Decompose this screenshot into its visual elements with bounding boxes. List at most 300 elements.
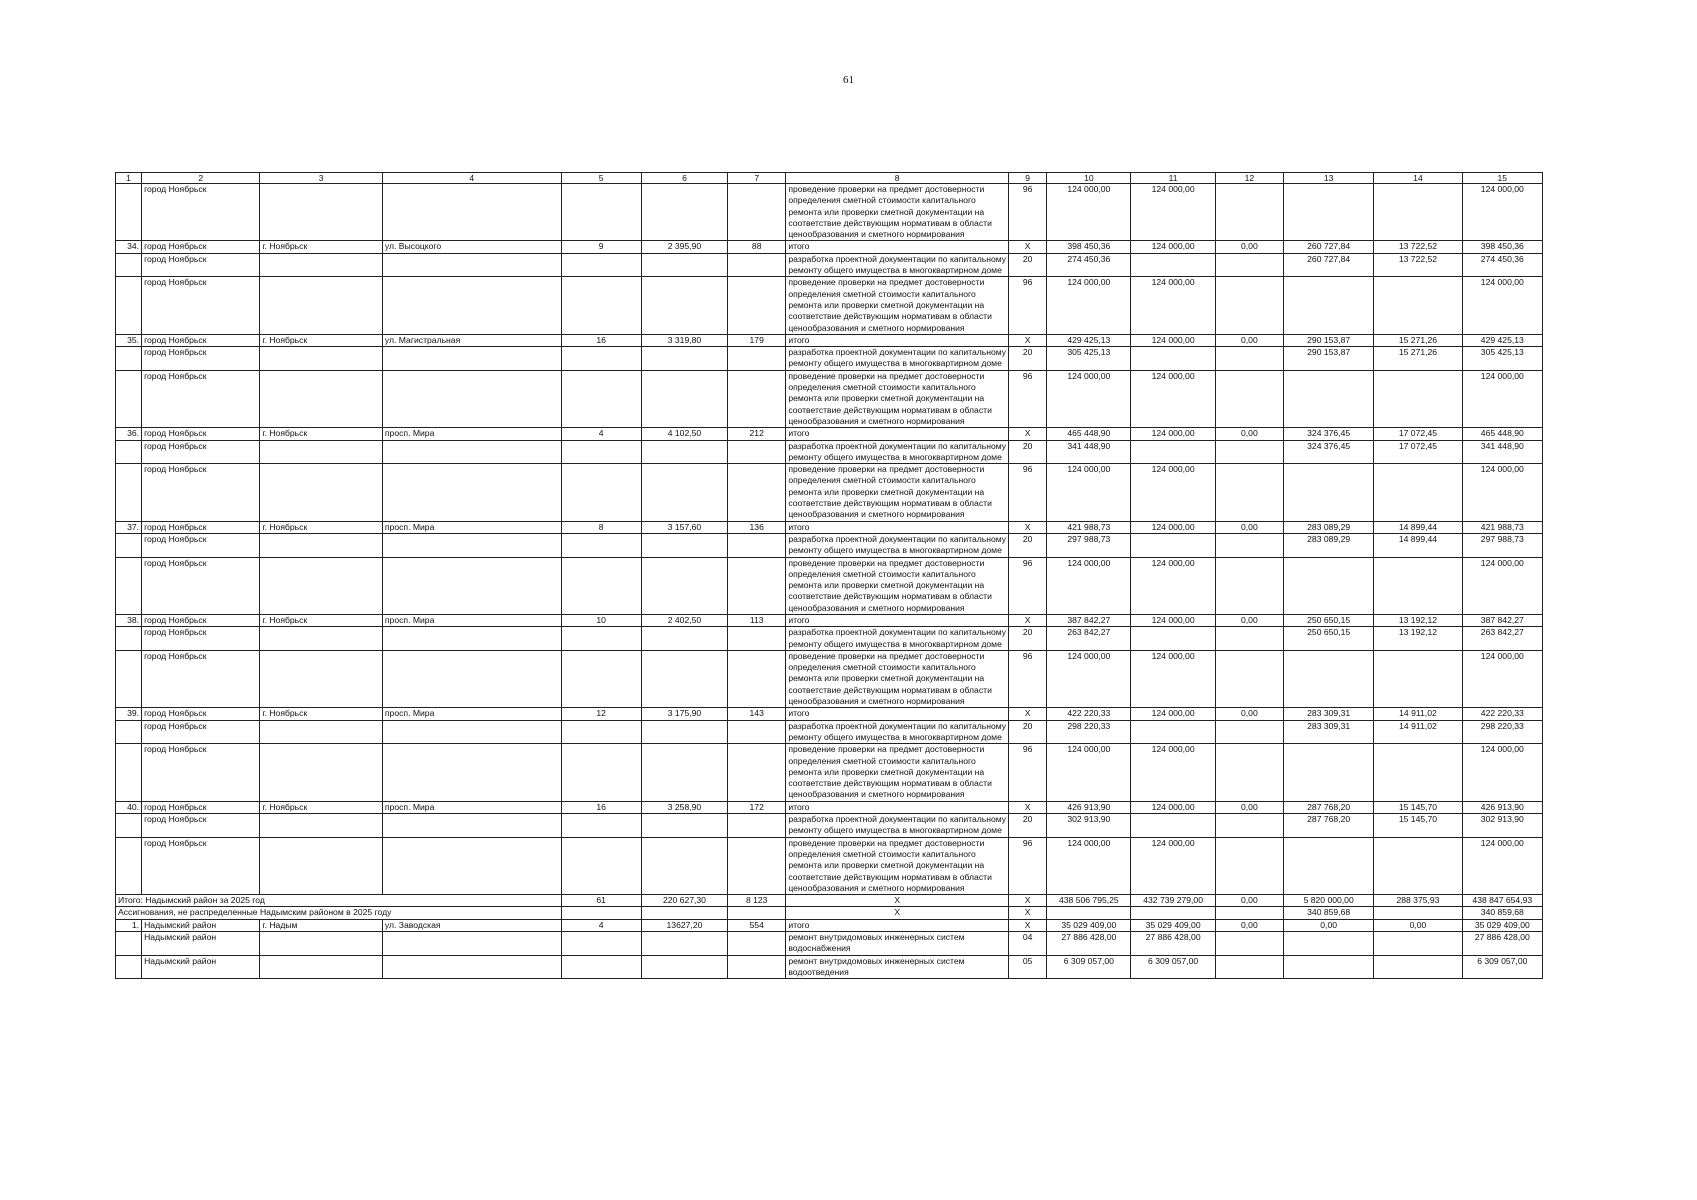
table-cell: 465 448,90 bbox=[1462, 428, 1542, 440]
table-cell bbox=[728, 370, 786, 427]
table-cell: X bbox=[1009, 801, 1047, 813]
table-cell: 124 000,00 bbox=[1047, 557, 1131, 614]
table-cell bbox=[260, 277, 382, 334]
table-cell: X bbox=[1009, 895, 1047, 907]
table-cell bbox=[382, 650, 561, 707]
column-number-cell: 11 bbox=[1131, 173, 1215, 184]
table-cell: 27 886 428,00 bbox=[1047, 932, 1131, 956]
table-cell bbox=[561, 347, 641, 371]
table-cell bbox=[641, 253, 727, 277]
table-cell: 96 bbox=[1009, 184, 1047, 241]
table-cell: просп. Мира bbox=[382, 708, 561, 720]
table-cell bbox=[1215, 440, 1283, 464]
page-number: 61 bbox=[843, 74, 854, 86]
table-cell bbox=[382, 370, 561, 427]
table-cell: 124 000,00 bbox=[1131, 801, 1215, 813]
table-cell bbox=[561, 907, 641, 919]
table-cell: 8 123 bbox=[728, 895, 786, 907]
table-row-subitem bbox=[116, 440, 1543, 464]
table-cell: просп. Мира bbox=[382, 614, 561, 626]
table-cell: 324 376,45 bbox=[1284, 428, 1374, 440]
table-cell: проведение проверки на предмет достоверности определения сметной стоимости капитального ремонта или проверки сметной документации на соответствие действующим нормативам в области ценообразования и сметного нормирования bbox=[786, 650, 1009, 707]
table-cell: город Ноябрьск bbox=[142, 744, 260, 801]
table-cell: город Ноябрьск bbox=[142, 708, 260, 720]
table-cell: 20 bbox=[1009, 533, 1047, 557]
capital-repair-table bbox=[115, 172, 1543, 979]
table-cell bbox=[641, 837, 727, 894]
table-cell bbox=[641, 370, 727, 427]
table-cell: город Ноябрьск bbox=[142, 557, 260, 614]
table-cell bbox=[1284, 557, 1374, 614]
table-cell: город Ноябрьск bbox=[142, 440, 260, 464]
column-number-cell: 10 bbox=[1047, 173, 1131, 184]
table-cell: 16 bbox=[561, 334, 641, 346]
table-cell: 283 309,31 bbox=[1284, 708, 1374, 720]
table-cell: разработка проектной документации по капитальному ремонту общего имущества в многоквартирном доме bbox=[786, 814, 1009, 838]
table-cell: 387 842,27 bbox=[1462, 614, 1542, 626]
table-cell: 305 425,13 bbox=[1462, 347, 1542, 371]
table-cell: 124 000,00 bbox=[1462, 184, 1542, 241]
table-cell bbox=[382, 277, 561, 334]
column-number-cell: 8 bbox=[786, 173, 1009, 184]
table-cell bbox=[1047, 907, 1131, 919]
table-row-subitem bbox=[116, 557, 1543, 614]
table-cell bbox=[728, 440, 786, 464]
table-cell: 15 271,26 bbox=[1374, 334, 1462, 346]
table-cell bbox=[561, 370, 641, 427]
table-cell bbox=[116, 744, 142, 801]
table-cell bbox=[1215, 557, 1283, 614]
table-cell: разработка проектной документации по капитальному ремонту общего имущества в многоквартирном доме bbox=[786, 627, 1009, 651]
table-row-subitem bbox=[116, 955, 1543, 979]
table-row-subitem bbox=[116, 370, 1543, 427]
table-cell: 36. bbox=[116, 428, 142, 440]
table-cell bbox=[728, 720, 786, 744]
table-cell bbox=[260, 837, 382, 894]
table-cell: 124 000,00 bbox=[1131, 241, 1215, 253]
table-cell bbox=[382, 814, 561, 838]
table-cell bbox=[382, 440, 561, 464]
table-cell: 15 271,26 bbox=[1374, 347, 1462, 371]
table-cell: 96 bbox=[1009, 557, 1047, 614]
table-cell bbox=[1284, 650, 1374, 707]
table-row-item bbox=[116, 614, 1543, 626]
table-cell bbox=[260, 650, 382, 707]
table-row-subitem bbox=[116, 253, 1543, 277]
table-row-subitem bbox=[116, 932, 1543, 956]
table-cell: 20 bbox=[1009, 347, 1047, 371]
table-cell: проведение проверки на предмет достоверности определения сметной стоимости капитального ремонта или проверки сметной документации на соответствие действующим нормативам в области ценообразования и сметного нормирования bbox=[786, 464, 1009, 521]
table-cell: 426 913,90 bbox=[1047, 801, 1131, 813]
table-cell bbox=[641, 557, 727, 614]
table-cell: г. Ноябрьск bbox=[260, 334, 382, 346]
table-cell: 438 847 654,93 bbox=[1462, 895, 1542, 907]
table-row-subitem bbox=[116, 277, 1543, 334]
table-cell bbox=[1215, 932, 1283, 956]
table-cell: 143 bbox=[728, 708, 786, 720]
table-cell bbox=[641, 440, 727, 464]
table-cell: город Ноябрьск bbox=[142, 241, 260, 253]
table-cell: город Ноябрьск bbox=[142, 533, 260, 557]
table-cell: 283 089,29 bbox=[1284, 521, 1374, 533]
table-cell: 263 842,27 bbox=[1047, 627, 1131, 651]
table-cell: 6 309 057,00 bbox=[1047, 955, 1131, 979]
table-cell bbox=[641, 347, 727, 371]
table-cell bbox=[561, 744, 641, 801]
table-cell bbox=[116, 627, 142, 651]
table-cell bbox=[728, 253, 786, 277]
table-row-subitem bbox=[116, 814, 1543, 838]
table-cell bbox=[728, 837, 786, 894]
table-cell: X bbox=[786, 907, 1009, 919]
table-cell: 0,00 bbox=[1215, 919, 1283, 931]
table-row-subitem bbox=[116, 184, 1543, 241]
table-cell: 0,00 bbox=[1215, 334, 1283, 346]
table-cell: X bbox=[1009, 907, 1047, 919]
table-cell: разработка проектной документации по капитальному ремонту общего имущества в многоквартирном доме bbox=[786, 440, 1009, 464]
table-row-subitem bbox=[116, 837, 1543, 894]
table-cell: 13 192,12 bbox=[1374, 614, 1462, 626]
table-cell: 302 913,90 bbox=[1047, 814, 1131, 838]
table-cell: Надымский район bbox=[142, 919, 260, 931]
table-cell bbox=[561, 837, 641, 894]
table-cell: 124 000,00 bbox=[1047, 370, 1131, 427]
table-cell bbox=[1215, 907, 1283, 919]
table-cell: 0,00 bbox=[1215, 428, 1283, 440]
table-cell: 398 450,36 bbox=[1462, 241, 1542, 253]
table-cell: 124 000,00 bbox=[1131, 521, 1215, 533]
table-cell bbox=[1215, 253, 1283, 277]
table-cell: 4 bbox=[561, 428, 641, 440]
table-cell: 297 988,73 bbox=[1462, 533, 1542, 557]
table-cell: 0,00 bbox=[1215, 241, 1283, 253]
table-cell: 260 727,84 bbox=[1284, 241, 1374, 253]
table-cell: 124 000,00 bbox=[1462, 650, 1542, 707]
table-cell bbox=[260, 464, 382, 521]
column-number-cell: 9 bbox=[1009, 173, 1047, 184]
table-cell bbox=[260, 932, 382, 956]
table-cell bbox=[1374, 955, 1462, 979]
table-cell: 13 722,52 bbox=[1374, 241, 1462, 253]
table-cell: г. Ноябрьск bbox=[260, 708, 382, 720]
table-cell bbox=[1284, 464, 1374, 521]
table-cell: итого bbox=[786, 334, 1009, 346]
table-cell: 3 175,90 bbox=[641, 708, 727, 720]
table-cell: 0,00 bbox=[1215, 521, 1283, 533]
table-cell: 15 145,70 bbox=[1374, 801, 1462, 813]
table-cell bbox=[1374, 837, 1462, 894]
table-cell: 39. bbox=[116, 708, 142, 720]
table-cell: итого bbox=[786, 614, 1009, 626]
table-cell: г. Ноябрьск bbox=[260, 801, 382, 813]
table-cell: 212 bbox=[728, 428, 786, 440]
table-cell bbox=[561, 464, 641, 521]
table-row-subitem bbox=[116, 650, 1543, 707]
table-cell bbox=[641, 814, 727, 838]
table-cell: 124 000,00 bbox=[1131, 744, 1215, 801]
table-cell: 340 859,68 bbox=[1462, 907, 1542, 919]
table-cell: 340 859,68 bbox=[1284, 907, 1374, 919]
table-cell: город Ноябрьск bbox=[142, 253, 260, 277]
table-cell bbox=[1131, 814, 1215, 838]
table-cell: 13627,20 bbox=[641, 919, 727, 931]
table-cell bbox=[260, 814, 382, 838]
table-cell: 124 000,00 bbox=[1131, 837, 1215, 894]
table-cell: город Ноябрьск bbox=[142, 184, 260, 241]
table-cell: 124 000,00 bbox=[1131, 557, 1215, 614]
table-cell bbox=[1215, 277, 1283, 334]
table-cell bbox=[382, 932, 561, 956]
table-cell bbox=[641, 184, 727, 241]
table-cell bbox=[1284, 370, 1374, 427]
table-cell: 34. bbox=[116, 241, 142, 253]
table-cell: город Ноябрьск bbox=[142, 347, 260, 371]
table-cell bbox=[1215, 720, 1283, 744]
table-cell: 14 911,02 bbox=[1374, 708, 1462, 720]
table-cell: 96 bbox=[1009, 744, 1047, 801]
table-cell: город Ноябрьск bbox=[142, 277, 260, 334]
table-cell: 290 153,87 bbox=[1284, 347, 1374, 371]
table-cell: 96 bbox=[1009, 370, 1047, 427]
table-cell: город Ноябрьск bbox=[142, 801, 260, 813]
table-cell: итого bbox=[786, 241, 1009, 253]
table-cell: 124 000,00 bbox=[1131, 650, 1215, 707]
table-cell bbox=[1131, 253, 1215, 277]
table-row-summary bbox=[116, 907, 1543, 919]
table-cell: 124 000,00 bbox=[1047, 650, 1131, 707]
table-cell bbox=[260, 440, 382, 464]
table-cell: 20 bbox=[1009, 720, 1047, 744]
table-cell bbox=[641, 744, 727, 801]
table-cell: город Ноябрьск bbox=[142, 814, 260, 838]
table-cell: 3 157,60 bbox=[641, 521, 727, 533]
table-cell bbox=[382, 557, 561, 614]
table-cell: г. Ноябрьск bbox=[260, 614, 382, 626]
table-cell: 04 bbox=[1009, 932, 1047, 956]
table-cell: 113 bbox=[728, 614, 786, 626]
table-cell: 38. bbox=[116, 614, 142, 626]
table-cell: 288 375,93 bbox=[1374, 895, 1462, 907]
table-cell bbox=[641, 627, 727, 651]
table-cell bbox=[382, 744, 561, 801]
table-cell: 35 029 409,00 bbox=[1047, 919, 1131, 931]
table-cell: 124 000,00 bbox=[1131, 428, 1215, 440]
table-cell: 0,00 bbox=[1215, 708, 1283, 720]
table-cell: 172 bbox=[728, 801, 786, 813]
table-cell: 27 886 428,00 bbox=[1462, 932, 1542, 956]
table-cell: 302 913,90 bbox=[1462, 814, 1542, 838]
table-cell bbox=[1215, 370, 1283, 427]
table-cell bbox=[1284, 837, 1374, 894]
table-cell bbox=[1374, 650, 1462, 707]
table-cell: 341 448,90 bbox=[1047, 440, 1131, 464]
table-cell: 3 319,80 bbox=[641, 334, 727, 346]
table-cell: итого bbox=[786, 428, 1009, 440]
table-cell: город Ноябрьск bbox=[142, 428, 260, 440]
table-cell: город Ноябрьск bbox=[142, 370, 260, 427]
table-row-item bbox=[116, 428, 1543, 440]
table-cell bbox=[1215, 627, 1283, 651]
table-cell: 124 000,00 bbox=[1462, 557, 1542, 614]
table-cell bbox=[728, 277, 786, 334]
table-cell bbox=[260, 370, 382, 427]
table-cell bbox=[1284, 955, 1374, 979]
table-cell: 554 bbox=[728, 919, 786, 931]
table-cell bbox=[116, 837, 142, 894]
table-cell: разработка проектной документации по капитальному ремонту общего имущества в многоквартирном доме bbox=[786, 533, 1009, 557]
table-cell bbox=[1215, 837, 1283, 894]
table-cell: проведение проверки на предмет достоверности определения сметной стоимости капитального ремонта или проверки сметной документации на соответствие действующим нормативам в области ценообразования и сметного нормирования bbox=[786, 184, 1009, 241]
table-cell: 0,00 bbox=[1215, 801, 1283, 813]
table-cell bbox=[1374, 277, 1462, 334]
table-cell: итого bbox=[786, 521, 1009, 533]
table-cell: 465 448,90 bbox=[1047, 428, 1131, 440]
table-cell: проведение проверки на предмет достоверности определения сметной стоимости капитального ремонта или проверки сметной документации на соответствие действующим нормативам в области ценообразования и сметного нормирования bbox=[786, 557, 1009, 614]
table-cell bbox=[561, 720, 641, 744]
table-cell bbox=[116, 440, 142, 464]
table-cell: проведение проверки на предмет достоверности определения сметной стоимости капитального ремонта или проверки сметной документации на соответствие действующим нормативам в области ценообразования и сметного нормирования bbox=[786, 370, 1009, 427]
table-row-subitem bbox=[116, 744, 1543, 801]
column-number-row bbox=[116, 173, 1543, 184]
table-row-subitem bbox=[116, 720, 1543, 744]
table-cell bbox=[382, 533, 561, 557]
table-cell: 298 220,33 bbox=[1462, 720, 1542, 744]
table-cell: 124 000,00 bbox=[1131, 277, 1215, 334]
table-cell: город Ноябрьск bbox=[142, 464, 260, 521]
table-cell bbox=[561, 440, 641, 464]
table-cell bbox=[116, 720, 142, 744]
table-cell: город Ноябрьск bbox=[142, 627, 260, 651]
table-cell: 260 727,84 bbox=[1284, 253, 1374, 277]
table-cell bbox=[116, 533, 142, 557]
table-cell bbox=[561, 650, 641, 707]
table-cell bbox=[1374, 744, 1462, 801]
table-cell: 298 220,33 bbox=[1047, 720, 1131, 744]
table-cell bbox=[641, 907, 727, 919]
table-cell: 27 886 428,00 bbox=[1131, 932, 1215, 956]
table-cell: 124 000,00 bbox=[1131, 184, 1215, 241]
table-cell bbox=[1215, 347, 1283, 371]
column-number-cell: 6 bbox=[641, 173, 727, 184]
table-cell: 61 bbox=[561, 895, 641, 907]
table-cell: 14 899,44 bbox=[1374, 521, 1462, 533]
table-cell: 9 bbox=[561, 241, 641, 253]
table-row-item bbox=[116, 708, 1543, 720]
table-row-item bbox=[116, 334, 1543, 346]
table-cell bbox=[641, 533, 727, 557]
table-cell bbox=[641, 720, 727, 744]
table-cell: 274 450,36 bbox=[1047, 253, 1131, 277]
table-cell: итого bbox=[786, 801, 1009, 813]
table-cell: 40. bbox=[116, 801, 142, 813]
table-cell bbox=[728, 347, 786, 371]
table-cell bbox=[1215, 650, 1283, 707]
table-cell: 05 bbox=[1009, 955, 1047, 979]
table-cell: г. Ноябрьск bbox=[260, 241, 382, 253]
table-cell bbox=[1131, 533, 1215, 557]
table-cell bbox=[260, 557, 382, 614]
table-cell: ул. Высоцкого bbox=[382, 241, 561, 253]
table-cell: 20 bbox=[1009, 627, 1047, 651]
table-cell bbox=[1284, 277, 1374, 334]
table-cell: 0,00 bbox=[1215, 614, 1283, 626]
table-cell: разработка проектной документации по капитальному ремонту общего имущества в многоквартирном доме bbox=[786, 253, 1009, 277]
table-cell: X bbox=[1009, 919, 1047, 931]
table-cell: 0,00 bbox=[1284, 919, 1374, 931]
table-cell bbox=[116, 253, 142, 277]
table-cell: 6 309 057,00 bbox=[1131, 955, 1215, 979]
table-cell bbox=[382, 720, 561, 744]
table-cell: 263 842,27 bbox=[1462, 627, 1542, 651]
table-cell bbox=[1131, 627, 1215, 651]
table-cell: г. Надым bbox=[260, 919, 382, 931]
table-cell: 124 000,00 bbox=[1047, 464, 1131, 521]
table-cell: X bbox=[1009, 708, 1047, 720]
table-cell bbox=[1374, 370, 1462, 427]
table-cell bbox=[382, 627, 561, 651]
table-cell: 297 988,73 bbox=[1047, 533, 1131, 557]
summary-label: Итого: Надымский район за 2025 год bbox=[116, 895, 562, 907]
column-number-cell: 15 bbox=[1462, 173, 1542, 184]
table-cell: 4 bbox=[561, 919, 641, 931]
table-cell: X bbox=[786, 895, 1009, 907]
table-cell: 0,00 bbox=[1215, 895, 1283, 907]
table-cell: город Ноябрьск bbox=[142, 650, 260, 707]
column-number-cell: 13 bbox=[1284, 173, 1374, 184]
table-cell: 283 309,31 bbox=[1284, 720, 1374, 744]
table-cell bbox=[116, 955, 142, 979]
table-cell bbox=[116, 650, 142, 707]
table-cell bbox=[561, 955, 641, 979]
table-cell: г. Ноябрьск bbox=[260, 428, 382, 440]
table-cell: 422 220,33 bbox=[1462, 708, 1542, 720]
table-cell: 124 000,00 bbox=[1462, 370, 1542, 427]
table-cell: 1. bbox=[116, 919, 142, 931]
table-cell: г. Ноябрьск bbox=[260, 521, 382, 533]
table-cell bbox=[561, 253, 641, 277]
table-cell bbox=[561, 184, 641, 241]
table-cell bbox=[1374, 932, 1462, 956]
table-cell: город Ноябрьск bbox=[142, 334, 260, 346]
table-cell: 2 395,90 bbox=[641, 241, 727, 253]
table-cell: разработка проектной документации по капитальному ремонту общего имущества в многоквартирном доме bbox=[786, 347, 1009, 371]
table-cell: Надымский район bbox=[142, 932, 260, 956]
table-cell: 124 000,00 bbox=[1462, 464, 1542, 521]
table-cell bbox=[1374, 557, 1462, 614]
table-cell bbox=[1374, 907, 1462, 919]
table-cell: 429 425,13 bbox=[1047, 334, 1131, 346]
table-cell bbox=[728, 932, 786, 956]
table-cell: 124 000,00 bbox=[1047, 277, 1131, 334]
table-cell: 124 000,00 bbox=[1131, 614, 1215, 626]
table-cell: 13 722,52 bbox=[1374, 253, 1462, 277]
table-cell: 20 bbox=[1009, 440, 1047, 464]
table-cell: 12 bbox=[561, 708, 641, 720]
table-cell: 422 220,33 bbox=[1047, 708, 1131, 720]
table-cell bbox=[1131, 907, 1215, 919]
table-cell bbox=[728, 557, 786, 614]
table-cell: 421 988,73 bbox=[1462, 521, 1542, 533]
table-cell: 124 000,00 bbox=[1047, 184, 1131, 241]
table-cell bbox=[1215, 955, 1283, 979]
table-cell: X bbox=[1009, 428, 1047, 440]
table-cell bbox=[728, 955, 786, 979]
table-cell: 124 000,00 bbox=[1131, 708, 1215, 720]
table-cell: 96 bbox=[1009, 277, 1047, 334]
table-cell: просп. Мира bbox=[382, 428, 561, 440]
table-cell bbox=[116, 814, 142, 838]
column-number-cell: 14 bbox=[1374, 173, 1462, 184]
